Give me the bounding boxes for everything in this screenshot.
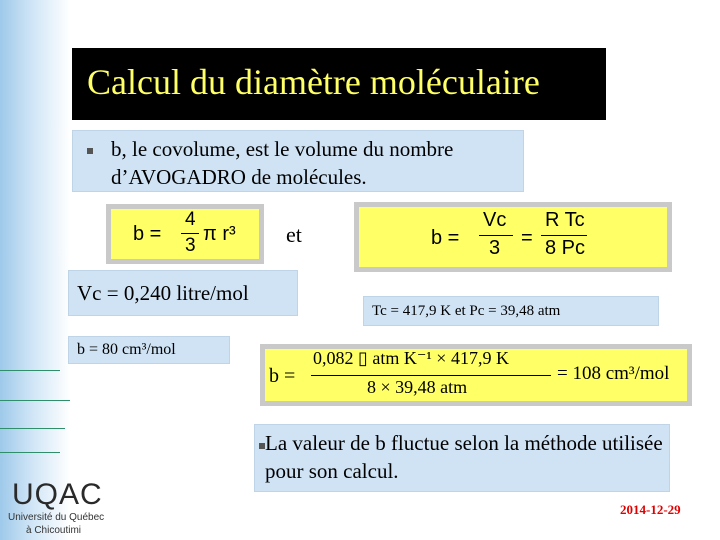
formula-denominator: 8 × 39,48 atm xyxy=(367,377,468,397)
bullet-text-variation: La valeur de b fluctue selon la méthode utilisée pour son calcul. xyxy=(265,431,663,483)
divider-line xyxy=(0,452,60,453)
formula-result: = 108 cm³/mol xyxy=(557,363,670,384)
decorative-left-bar xyxy=(0,0,70,540)
vc-value: Vc = 0,240 litre/mol xyxy=(77,281,249,305)
formula-lhs: b = xyxy=(269,365,296,387)
formula-rest: π r³ xyxy=(203,223,236,245)
formula-num-vc: Vc xyxy=(483,209,507,231)
divider-line xyxy=(0,428,65,429)
fraction-bar xyxy=(181,233,199,234)
bullet-text-covolume: b, le covolume, est le volume du nombre d’AVOGADRO de molécules. xyxy=(111,137,454,189)
connector-et: et xyxy=(286,222,302,247)
tc-pc-value-box xyxy=(363,296,659,326)
uqac-logo-line1: Université du Québec xyxy=(8,512,105,523)
formula-lhs: b = xyxy=(133,223,162,245)
formula-num-rtc: R Tc xyxy=(545,209,585,231)
divider-line xyxy=(0,400,70,401)
formula-den-3: 3 xyxy=(489,237,501,259)
b-result-box xyxy=(68,336,230,364)
fraction-bar xyxy=(479,235,513,236)
fraction-bar xyxy=(541,235,587,236)
vc-value-box xyxy=(68,270,298,316)
formula-numerator: 0,082 ▯ atm K⁻¹ × 417,9 K xyxy=(313,348,509,368)
formula-b-critical xyxy=(359,207,667,267)
formula-b-critical-box xyxy=(354,202,672,272)
uqac-logo-line2: à Chicoutimi xyxy=(26,525,82,536)
formula-lhs: b = xyxy=(431,227,460,249)
slide-date: 2014-12-29 xyxy=(620,502,681,517)
b-result-value: b = 80 cm³/mol xyxy=(77,341,176,358)
slide-title: Calcul du diamètre moléculaire xyxy=(87,62,540,102)
divider-line xyxy=(0,370,60,371)
formula-denominator: 3 xyxy=(185,235,196,256)
formula-equals: = xyxy=(521,227,533,249)
tc-pc-value: Tc = 417,9 K et Pc = 39,48 atm xyxy=(372,303,561,319)
fraction-bar xyxy=(311,375,551,376)
formula-sphere-volume-box xyxy=(106,204,264,264)
formula-den-8pc: 8 Pc xyxy=(545,237,586,259)
uqac-logo: UQAC xyxy=(12,478,103,511)
bullet-box-covolume xyxy=(72,130,524,192)
bullet-box-variation xyxy=(254,424,670,492)
formula-numeric-box xyxy=(260,344,692,406)
square-bullet-icon xyxy=(87,148,93,154)
slide-title-box xyxy=(72,48,606,120)
formula-numerator: 4 xyxy=(185,209,196,230)
formula-sphere-volume xyxy=(111,209,259,259)
formula-numeric xyxy=(265,349,687,401)
